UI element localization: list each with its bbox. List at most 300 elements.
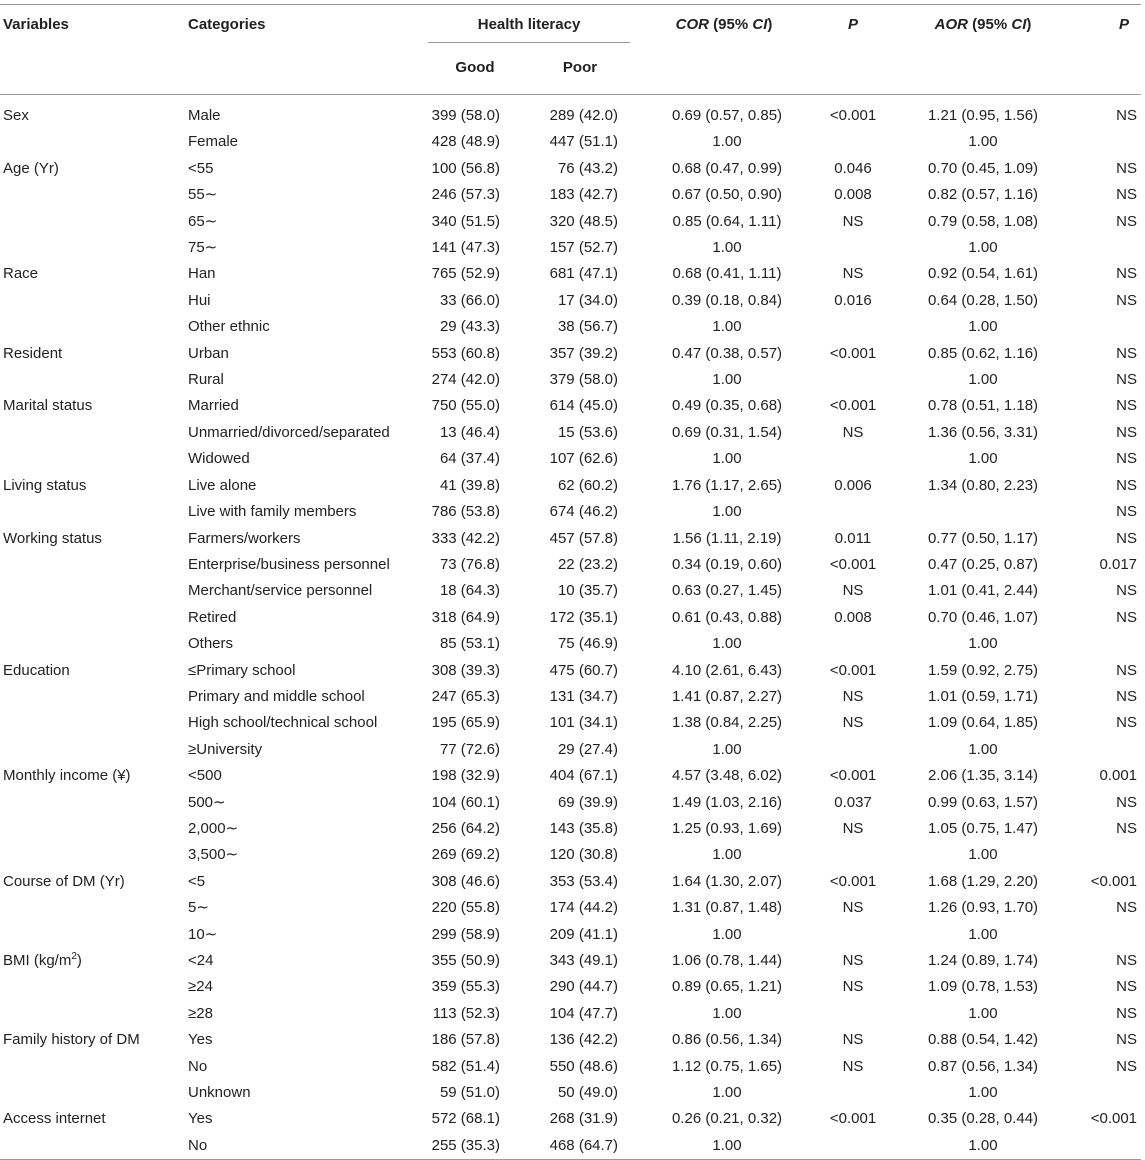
cor-cell: 0.47 (0.38, 0.57) <box>671 344 783 362</box>
p-cell <box>810 1133 896 1160</box>
p-cell: <0.001 <box>829 872 877 890</box>
category-cell: 65∼ <box>188 212 218 230</box>
p-cell <box>810 367 896 393</box>
poor-cell: 136 (42.2) <box>549 1031 619 1049</box>
variable-cell: Course of DM (Yr) <box>3 872 125 890</box>
category-cell: ≤Primary school <box>188 661 296 679</box>
variable-cell <box>0 578 184 604</box>
poor-cell: 674 (46.2) <box>549 503 619 521</box>
good-cell: 247 (65.3) <box>431 687 500 705</box>
aor-cell: 1.36 (0.56, 3.31) <box>927 423 1039 441</box>
p-adjusted-cell <box>1070 1133 1141 1160</box>
p-cell: NS <box>842 582 864 600</box>
cor-cell: 1.06 (0.78, 1.44) <box>671 952 783 969</box>
good-cell: 64 (37.4) <box>439 450 500 468</box>
good-cell: 269 (69.2) <box>431 846 500 864</box>
aor-cell: 0.92 (0.54, 1.61) <box>927 265 1039 283</box>
variable-cell: Monthly income (¥) <box>3 767 131 785</box>
variable-cell: Marital status <box>3 397 93 415</box>
table-row <box>0 393 1141 419</box>
variable-cell <box>0 1080 184 1106</box>
p-adjusted-cell <box>1070 922 1141 948</box>
poor-cell: 131 (34.7) <box>549 687 619 705</box>
p-cell: NS <box>842 899 864 917</box>
good-cell: 195 (65.9) <box>431 714 500 732</box>
cor-cell: 0.69 (0.57, 0.85) <box>671 107 783 124</box>
aor-cell: 1.00 <box>968 846 998 864</box>
table-row <box>0 1054 1141 1080</box>
category-cell: Retired <box>188 608 237 626</box>
variable-cell <box>0 684 184 710</box>
aor-cell: 0.78 (0.51, 1.18) <box>927 397 1039 415</box>
p-adjusted-cell: NS <box>1116 978 1138 996</box>
poor-cell: 550 (48.6) <box>549 1057 619 1075</box>
poor-cell: 62 (60.2) <box>557 476 619 494</box>
poor-cell: 320 (48.5) <box>549 212 619 230</box>
category-cell: No <box>188 1136 208 1154</box>
cor-cell: 0.67 (0.50, 0.90) <box>671 186 783 204</box>
aor-cell: 0.85 (0.62, 1.16) <box>927 344 1039 362</box>
table-row <box>0 948 1141 974</box>
aor-cell: 1.01 (0.41, 2.44) <box>927 582 1039 600</box>
p-adjusted-cell: NS <box>1116 1004 1138 1022</box>
p-adjusted-cell: NS <box>1116 793 1138 811</box>
variable-cell <box>0 129 184 155</box>
cor-cell: 4.57 (3.48, 6.02) <box>671 767 783 785</box>
table-row <box>0 1133 1141 1160</box>
good-cell: 246 (57.3) <box>431 186 500 204</box>
aor-cell: 2.06 (1.35, 3.14) <box>927 767 1039 785</box>
variable-cell <box>0 1054 184 1080</box>
category-cell: Urban <box>188 344 229 362</box>
header-poor: Poor <box>562 59 598 76</box>
p-adjusted-cell: NS <box>1116 291 1138 309</box>
p-adjusted-cell <box>1070 1080 1141 1106</box>
table-row <box>0 95 1141 130</box>
p-cell <box>810 499 896 525</box>
table-row <box>0 631 1141 657</box>
good-cell: 399 (58.0) <box>431 107 500 124</box>
p-adjusted-cell: NS <box>1116 159 1138 177</box>
variable-cell: Resident <box>3 344 63 362</box>
table-row <box>0 235 1141 261</box>
cor-cell: 0.89 (0.65, 1.21) <box>671 978 783 996</box>
table-row <box>0 341 1141 367</box>
table-row <box>0 552 1141 578</box>
variable-cell: Living status <box>3 476 87 494</box>
aor-cell: 0.35 (0.28, 0.44) <box>927 1110 1039 1128</box>
poor-cell: 404 (67.1) <box>549 767 619 785</box>
health-literacy-label: Health literacy <box>428 16 630 43</box>
poor-cell: 457 (57.8) <box>549 529 619 547</box>
cor-cell: 1.00 <box>712 1136 742 1154</box>
cor-cell: 1.12 (0.75, 1.65) <box>671 1057 783 1075</box>
cor-cell: 1.76 (1.17, 2.65) <box>671 476 783 494</box>
poor-cell: 174 (44.2) <box>549 899 619 917</box>
p-adjusted-cell: NS <box>1116 107 1138 124</box>
good-cell: 308 (46.6) <box>431 872 500 890</box>
category-cell: Primary and middle school <box>188 687 365 705</box>
table-row <box>0 1001 1141 1027</box>
category-cell: 75∼ <box>188 239 218 257</box>
p-adjusted-cell: NS <box>1116 1031 1138 1049</box>
good-cell: 29 (43.3) <box>439 318 500 336</box>
aor-cell: 1.59 (0.92, 2.75) <box>927 661 1039 679</box>
p-adjusted-cell: NS <box>1116 476 1138 494</box>
variable-cell <box>0 288 184 314</box>
p-cell: NS <box>842 952 864 969</box>
poor-cell: 76 (43.2) <box>557 159 619 177</box>
category-cell: 5∼ <box>188 899 209 917</box>
table-row <box>0 499 1141 525</box>
category-cell: 3,500∼ <box>188 846 239 864</box>
p-adjusted-cell: NS <box>1116 582 1138 600</box>
good-cell: 220 (55.8) <box>431 899 500 917</box>
table-row <box>0 605 1141 631</box>
aor-cell: 0.47 (0.25, 0.87) <box>927 555 1039 573</box>
p-adjusted-cell: <0.001 <box>1090 872 1138 890</box>
table-row <box>0 182 1141 208</box>
table-row <box>0 763 1141 789</box>
poor-cell: 104 (47.7) <box>549 1004 619 1022</box>
cor-cell: 0.68 (0.47, 0.99) <box>671 159 783 177</box>
category-cell: 2,000∼ <box>188 819 239 837</box>
category-cell: Live alone <box>188 476 257 494</box>
aor-cell: 1.09 (0.64, 1.85) <box>927 714 1039 732</box>
poor-cell: 10 (35.7) <box>557 582 619 600</box>
category-cell: 55∼ <box>188 186 218 204</box>
aor-cell: 0.77 (0.50, 1.17) <box>927 529 1039 547</box>
category-cell: High school/technical school <box>188 714 378 732</box>
aor-cell: 1.09 (0.78, 1.53) <box>927 978 1039 996</box>
poor-cell: 614 (45.0) <box>549 397 619 415</box>
p-cell <box>810 922 896 948</box>
good-cell: 33 (66.0) <box>439 291 500 309</box>
good-cell: 18 (64.3) <box>439 582 500 600</box>
cor-cell: 1.00 <box>712 846 742 864</box>
category-cell: <55 <box>188 159 214 177</box>
table-row <box>0 1027 1141 1053</box>
header-good: Good <box>455 59 495 76</box>
aor-cell: 1.01 (0.59, 1.71) <box>927 687 1039 705</box>
p-adjusted-cell <box>1070 842 1141 868</box>
poor-cell: 343 (49.1) <box>549 952 619 969</box>
good-cell: 582 (51.4) <box>431 1057 500 1075</box>
variable-cell <box>0 842 184 868</box>
p-cell: NS <box>842 212 864 230</box>
category-cell: ≥24 <box>188 978 213 996</box>
good-cell: 186 (57.8) <box>431 1031 500 1049</box>
aor-cell: 1.00 <box>968 318 998 336</box>
p-cell: NS <box>842 423 864 441</box>
poor-cell: 183 (42.7) <box>549 186 619 204</box>
p-adjusted-cell: NS <box>1116 265 1138 283</box>
variable-cell: Sex <box>3 107 29 124</box>
variable-cell <box>0 420 184 446</box>
p-cell <box>810 737 896 763</box>
p-cell: <0.001 <box>829 344 877 362</box>
p-adjusted-cell: NS <box>1116 423 1138 441</box>
poor-cell: 268 (31.9) <box>549 1110 619 1128</box>
category-cell: Yes <box>188 1110 213 1128</box>
good-cell: 355 (50.9) <box>431 952 500 969</box>
poor-cell: 209 (41.1) <box>549 925 619 943</box>
p-adjusted-cell: NS <box>1116 450 1138 468</box>
p-adjusted-cell: NS <box>1116 397 1138 415</box>
poor-cell: 447 (51.1) <box>549 133 619 151</box>
poor-cell: 172 (35.1) <box>549 608 619 626</box>
category-cell: <24 <box>188 952 214 969</box>
p-adjusted-cell: NS <box>1116 1057 1138 1075</box>
cor-cell: 0.39 (0.18, 0.84) <box>671 291 783 309</box>
p-cell: NS <box>842 265 864 283</box>
cor-cell: 0.69 (0.31, 1.54) <box>671 423 783 441</box>
variable-cell: Working status <box>3 529 102 547</box>
good-cell: 333 (42.2) <box>431 529 500 547</box>
poor-cell: 29 (27.4) <box>557 740 619 758</box>
category-cell: Male <box>188 107 221 124</box>
good-cell: 13 (46.4) <box>439 423 500 441</box>
poor-cell: 468 (64.7) <box>549 1136 619 1154</box>
good-cell: 765 (52.9) <box>431 265 500 283</box>
cor-cell: 4.10 (2.61, 6.43) <box>671 661 783 679</box>
aor-cell: 1.00 <box>968 740 998 758</box>
cor-cell: 1.00 <box>712 1084 742 1102</box>
variable-cell <box>0 816 184 842</box>
variable-cell: Education <box>3 661 70 679</box>
cor-cell: 1.00 <box>712 740 742 758</box>
category-cell: Rural <box>188 371 224 389</box>
variable-cell <box>0 605 184 631</box>
variable-cell <box>0 895 184 921</box>
variable-cell: Family history of DM <box>3 1031 140 1049</box>
cor-cell: 0.85 (0.64, 1.11) <box>672 212 782 230</box>
poor-cell: 120 (30.8) <box>549 846 619 864</box>
header-cor: COR (95% CI) <box>675 16 773 33</box>
good-cell: 308 (39.3) <box>431 661 500 679</box>
good-cell: 85 (53.1) <box>439 635 500 653</box>
cor-cell: 1.00 <box>712 239 742 257</box>
variable-cell <box>0 367 184 393</box>
category-cell: Enterprise/business personnel <box>188 555 390 573</box>
good-cell: 77 (72.6) <box>439 740 500 758</box>
table-row <box>0 473 1141 499</box>
cor-cell: 0.26 (0.21, 0.32) <box>671 1110 783 1128</box>
p-cell: NS <box>842 1057 864 1075</box>
variable-cell <box>0 974 184 1000</box>
poor-cell: 290 (44.7) <box>549 978 619 996</box>
poor-cell: 475 (60.7) <box>549 661 619 679</box>
good-cell: 59 (51.0) <box>439 1084 500 1102</box>
p-adjusted-cell <box>1070 631 1141 657</box>
p-cell: NS <box>842 714 864 732</box>
cor-cell: 1.00 <box>712 133 742 151</box>
cor-cell: 1.25 (0.93, 1.69) <box>671 819 783 837</box>
good-cell: 256 (64.2) <box>431 819 500 837</box>
p-adjusted-cell: NS <box>1116 529 1138 547</box>
good-cell: 750 (55.0) <box>431 397 500 415</box>
good-cell: 104 (60.1) <box>431 793 500 811</box>
poor-cell: 353 (53.4) <box>549 872 619 890</box>
aor-cell: 1.00 <box>968 133 998 151</box>
category-cell: Married <box>188 397 239 415</box>
variable-cell: Age (Yr) <box>3 159 59 177</box>
poor-cell: 107 (62.6) <box>549 450 619 468</box>
category-cell: ≥28 <box>188 1004 213 1022</box>
header-variables: Variables <box>3 16 69 33</box>
results-table <box>0 4 1141 1160</box>
cor-cell: 1.00 <box>712 503 742 521</box>
p-adjusted-cell: NS <box>1116 212 1138 230</box>
variable-cell <box>0 446 184 472</box>
p-adjusted-cell: NS <box>1116 344 1138 362</box>
category-cell: Unmarried/divorced/separated <box>188 423 390 441</box>
cor-cell: 0.68 (0.41, 1.11) <box>672 265 782 283</box>
category-cell: 500∼ <box>188 793 226 811</box>
aor-cell: 0.70 (0.46, 1.07) <box>927 608 1039 626</box>
category-cell: No <box>188 1057 208 1075</box>
aor-cell: 1.00 <box>968 1136 998 1154</box>
variable-cell <box>0 631 184 657</box>
p-cell: 0.011 <box>834 529 872 547</box>
aor-cell: 1.26 (0.93, 1.70) <box>927 899 1039 917</box>
table-row <box>0 869 1141 895</box>
aor-cell: 0.99 (0.63, 1.57) <box>927 793 1039 811</box>
table-row <box>0 790 1141 816</box>
variable-cell: Access internet <box>3 1110 106 1128</box>
p-cell: 0.008 <box>834 608 872 626</box>
good-cell: 299 (58.9) <box>431 925 500 943</box>
variable-cell: BMI $(kg/m^2)$ <box>3 951 82 969</box>
p-adjusted-cell: NS <box>1116 186 1138 204</box>
table-body <box>0 95 1141 1160</box>
variable-cell <box>0 499 184 525</box>
p-adjusted-cell: NS <box>1116 371 1138 389</box>
p-cell: <0.001 <box>829 1110 877 1128</box>
p-cell: <0.001 <box>829 397 877 415</box>
category-cell: Merchant/service personnel <box>188 582 373 600</box>
good-cell: 340 (51.5) <box>431 212 500 230</box>
cor-cell: 0.34 (0.19, 0.60) <box>671 555 783 573</box>
p-adjusted-cell: NS <box>1116 661 1138 679</box>
table-row <box>0 288 1141 314</box>
good-cell: 255 (35.3) <box>431 1136 500 1154</box>
cor-cell: 1.00 <box>712 371 742 389</box>
table-row <box>0 710 1141 736</box>
aor-cell: 0.70 (0.45, 1.09) <box>927 159 1039 177</box>
header-aor: AOR (95% CI) <box>934 16 1032 33</box>
p-cell: 0.006 <box>834 476 872 494</box>
variable-cell: Race <box>3 265 39 283</box>
p-cell: <0.001 <box>829 661 877 679</box>
good-cell: 73 (76.8) <box>439 555 500 573</box>
table-row <box>0 816 1141 842</box>
aor-cell: 1.00 <box>968 1004 998 1022</box>
aor-cell: 1.00 <box>968 371 998 389</box>
cor-cell: 0.63 (0.27, 1.45) <box>671 582 783 600</box>
poor-cell: 289 (42.0) <box>549 107 619 124</box>
p-cell <box>810 129 896 155</box>
category-cell: 10∼ <box>188 925 218 943</box>
p-cell: <0.001 <box>829 107 877 124</box>
poor-cell: 15 (53.6) <box>557 423 619 441</box>
p-cell: 0.046 <box>834 159 872 177</box>
aor-cell: 1.00 <box>968 239 998 257</box>
aor-cell: 1.00 <box>968 925 998 943</box>
poor-cell: 157 (52.7) <box>549 239 619 257</box>
good-cell: 359 (55.3) <box>431 978 500 996</box>
poor-cell: 38 (56.7) <box>557 318 619 336</box>
aor-cell: 1.00 <box>968 1084 998 1102</box>
variable-cell <box>0 235 184 261</box>
variable-cell <box>0 1133 184 1160</box>
variable-cell <box>0 710 184 736</box>
good-cell: 786 (53.8) <box>431 503 500 521</box>
header-categories: Categories <box>188 16 266 33</box>
p-cell <box>810 235 896 261</box>
cor-cell: 0.61 (0.43, 0.88) <box>671 608 783 626</box>
poor-cell: 681 (47.1) <box>549 265 619 283</box>
aor-cell: 1.21 (0.95, 1.56) <box>927 107 1039 124</box>
cor-cell: 1.31 (0.87, 1.48) <box>671 899 783 917</box>
cor-cell: 1.00 <box>712 1004 742 1022</box>
good-cell: 141 (47.3) <box>431 239 500 257</box>
poor-cell: 101 (34.1) <box>549 714 619 732</box>
category-cell: Hui <box>188 291 211 309</box>
aor-cell: 0.64 (0.28, 1.50) <box>927 291 1039 309</box>
good-cell: 428 (48.9) <box>431 133 500 151</box>
category-cell: ≥University <box>188 740 263 758</box>
table-row <box>0 658 1141 684</box>
cor-cell: 1.00 <box>712 635 742 653</box>
table-row <box>0 737 1141 763</box>
p-cell <box>810 842 896 868</box>
aor-cell: 0.79 (0.58, 1.08) <box>927 212 1039 230</box>
aor-cell: 1.24 (0.89, 1.74) <box>927 952 1039 969</box>
p-cell: 0.008 <box>834 186 872 204</box>
p-cell: <0.001 <box>829 767 877 785</box>
table-row <box>0 578 1141 604</box>
category-cell: Other ethnic <box>188 318 270 336</box>
variable-cell <box>0 922 184 948</box>
p-cell: NS <box>842 1031 864 1049</box>
p-cell: NS <box>842 687 864 705</box>
aor-cell: 1.00 <box>968 450 998 468</box>
p-adjusted-cell: NS <box>1116 819 1138 837</box>
p-adjusted-cell: 0.017 <box>1099 555 1138 573</box>
p-adjusted-cell: NS <box>1116 952 1138 969</box>
variable-cell <box>0 314 184 340</box>
p-adjusted-cell <box>1070 737 1141 763</box>
table-row <box>0 1106 1141 1132</box>
p-adjusted-cell: NS <box>1116 714 1138 732</box>
header-p: P <box>848 16 859 33</box>
category-cell: Widowed <box>188 450 250 468</box>
table-row <box>0 842 1141 868</box>
poor-cell: 75 (46.9) <box>557 635 619 653</box>
table-row <box>0 314 1141 340</box>
p-cell <box>810 314 896 340</box>
cor-cell: 1.00 <box>712 450 742 468</box>
aor-cell: 0.87 (0.56, 1.34) <box>927 1057 1039 1075</box>
p-adjusted-cell: NS <box>1116 608 1138 626</box>
table-header <box>0 5 1141 95</box>
category-cell: Yes <box>188 1031 213 1049</box>
p-cell: <0.001 <box>829 555 877 573</box>
category-cell: Han <box>188 265 216 283</box>
cor-cell: 0.49 (0.35, 0.68) <box>671 397 783 415</box>
good-cell: 100 (56.8) <box>431 159 500 177</box>
